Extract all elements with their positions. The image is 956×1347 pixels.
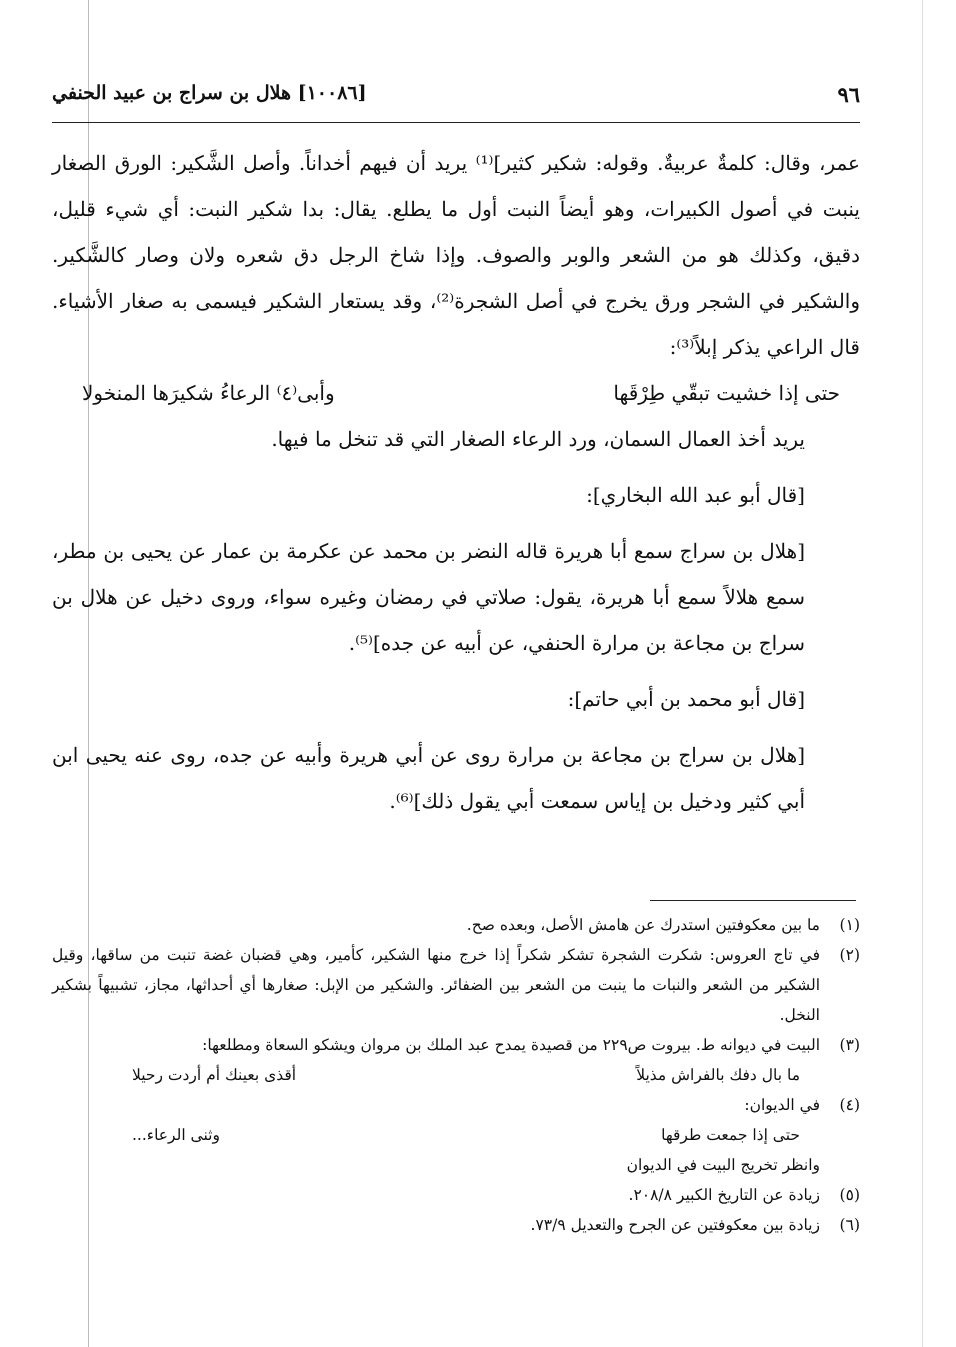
page-number: ٩٦	[837, 82, 860, 107]
footnote	[52, 1210, 860, 1240]
running-title: [١٠٠٨٦] هلال بن سراج بن عبيد الحنفي	[52, 82, 367, 104]
footnote-number: (٤)	[839, 1096, 860, 1114]
footnote-number: (٦)	[839, 1216, 860, 1234]
poem-verse	[52, 370, 860, 416]
main-text	[52, 140, 860, 824]
spacer	[52, 462, 860, 472]
header-rule	[52, 122, 860, 123]
paragraph: عمر، وقال: كلمةٌ عربيةٌ. وقوله: شكير كثير]⁽¹⁾ يريد أن فيهم أخداناً. وأصل الشَّكير: الورق الصغار ينبت في أصول الكبيرات، وهو أيضاً النبت أول ما يطلع. يقال: بدا شكير النبت: أي شيء قليل، دقيق، وكذلك هو من الشعر والوبر والصوف. وإذا شاخ الرجل دق شعره ولان وصار كالشَّكير. والشكير في الشجر ورق يخرج في أصل الشجرة⁽²⁾، وقد يستعار الشكير فيسمى به صغار الأشياء. قال الراعي يذكر إبلاً⁽³⁾:	[52, 151, 860, 359]
footnote	[52, 940, 860, 1030]
footnote-verse	[52, 1120, 820, 1150]
footnotes	[52, 910, 860, 1240]
footnote-rule	[650, 900, 856, 901]
footnote-text: زيادة عن التاريخ الكبير ٢٠٨/٨.	[628, 1186, 820, 1204]
spacer	[52, 666, 860, 676]
spacer	[52, 722, 860, 732]
footnote-text: في الديوان:	[744, 1096, 820, 1114]
footnote-number: (١)	[839, 916, 860, 934]
footnote-text: البيت في ديوانه ط. بيروت ص٢٢٩ من قصيدة يمدح عبد الملك بن مروان ويشكو السعاة ومطلعها:	[202, 1036, 820, 1054]
footnote-verse	[52, 1060, 820, 1090]
verse-hemistich: حتى إذا خشيت تبقّي طِرْقَها	[613, 381, 840, 405]
footnote	[52, 1030, 860, 1090]
paragraph: [هلال بن سراج سمع أبا هريرة قاله النضر بن محمد عن عكرمة بن عمار عن يحيى بن مطر، سمع هلالاً سمع أبا هريرة، يقول: صلاتي في رمضان وغيره سواء، وروى دخيل عن هلال بن سراج بن مجاعة بن مرارة الحنفي، عن أبيه عن جده]⁽⁵⁾.	[52, 539, 805, 655]
verse-hemistich: وثنى الرعاء...	[132, 1126, 220, 1144]
footnote	[52, 1180, 860, 1210]
footnote-number: (٥)	[839, 1186, 860, 1204]
paragraph: يريد أخذ العمال السمان، ورد الرعاء الصغار التي قد تنخل ما فيها.	[271, 427, 805, 451]
footnote	[52, 910, 860, 940]
footnote-text: زيادة بين معكوفتين عن الجرح والتعديل ٧٣/٩.	[530, 1216, 820, 1234]
paragraph: [هلال بن سراج بن مجاعة بن مرارة روى عن أبي هريرة وأبيه عن جده، روى عنه يحيى ابن أبي كثير ودخيل بن إياس سمعت أبي يقول ذلك]⁽⁶⁾.	[52, 743, 805, 813]
page-header	[52, 82, 860, 122]
verse-hemistich: حتى إذا جمعت طرقها	[661, 1126, 800, 1144]
footnote-text: في تاج العروس: شكرت الشجرة تشكر شكراً إذا خرج منها الشكير، كأمير، وهي قضبان غضة تنبت من ساقها، وقيل الشكير من الشعر والنبات ما ينبت من الشعر بين الضفائر. والشكير من الإبل: صغارها أي أحداثها، مجاز، تشبيهاً بشكير النخل.	[52, 946, 820, 1024]
footnote-text: ما بين معكوفتين استدرك عن هامش الأصل، وبعده صح.	[466, 916, 820, 934]
scan-artifact-line	[922, 0, 923, 1347]
paragraph: [قال أبو عبد الله البخاري]:	[586, 483, 805, 507]
footnote-text: وانظر تخريج البيت في الديوان	[626, 1156, 820, 1174]
footnote-number: (٣)	[839, 1036, 860, 1054]
footnote	[52, 1090, 860, 1180]
verse-hemistich: وأبى⁽٤⁾ الرعاءُ شكيرَها المنخولا	[82, 381, 335, 405]
footnote-number: (٢)	[839, 946, 860, 964]
spacer	[52, 518, 860, 528]
verse-hemistich: ما بال دفك بالفراش مذيلاً	[636, 1066, 800, 1084]
verse-hemistich: أقذى بعينك أم أردت رحيلا	[132, 1066, 297, 1084]
paragraph: [قال أبو محمد بن أبي حاتم]:	[567, 687, 805, 711]
